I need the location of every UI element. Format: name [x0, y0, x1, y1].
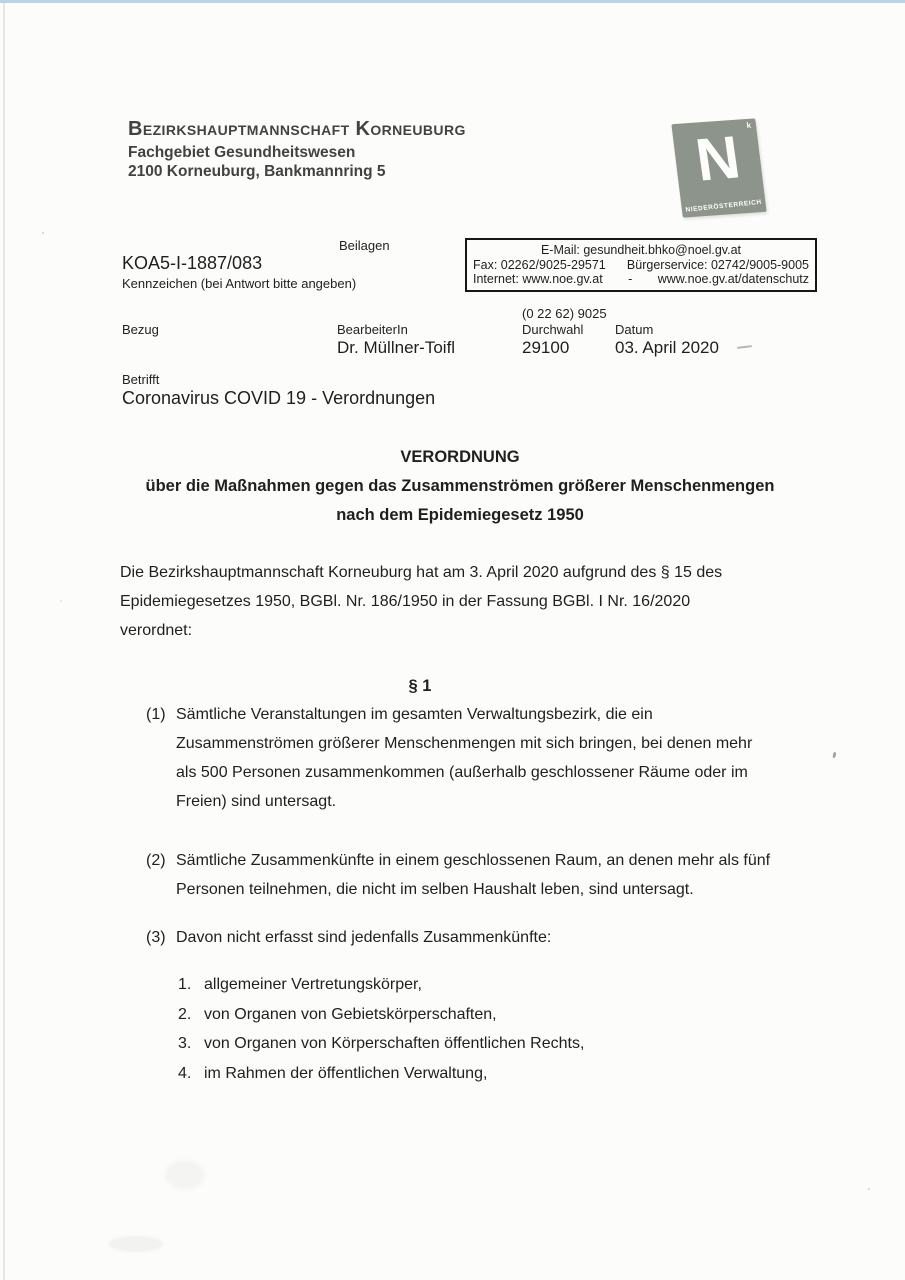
- clause-number: (2): [146, 852, 166, 869]
- intro-line: Epidemiegesetzes 1950, BGBl. Nr. 186/1950 in der Fassung BGBl. I Nr. 16/2020: [120, 593, 691, 610]
- contact-internet: Internet: www.noe.gv.at: [473, 272, 603, 286]
- contact-separator: -: [628, 272, 633, 286]
- logo-registration-mark: k: [745, 120, 752, 130]
- scan-speck: [42, 232, 44, 234]
- scan-left-edge: [3, 3, 5, 1280]
- clause-line: als 500 Personen zusammenkommen (außerhalb geschlossener Räume oder im: [176, 764, 748, 781]
- intro-paragraph: [120, 558, 722, 645]
- intro-line: Die Bezirkshauptmannschaft Korneuburg hat am 3. April 2020 aufgrund des § 15 des: [120, 564, 723, 581]
- list-item-text: von Organen von Körperschaften öffentlichen Rechts,: [204, 1035, 585, 1053]
- list-item: [178, 970, 584, 1000]
- subject-line: Coronavirus COVID 19 - Verordnungen: [122, 388, 436, 408]
- clause-2: [146, 846, 770, 904]
- scan-speck: [832, 752, 836, 758]
- niederoesterreich-logo: [671, 118, 766, 217]
- intro-line: verordnet:: [120, 622, 193, 639]
- scan-speck: [868, 1188, 870, 1190]
- phone-area-code: (0 22 62) 9025: [522, 306, 607, 321]
- clause-line: Personen teilnehmen, die nicht im selben Haushalt leben, sind untersagt.: [176, 881, 694, 898]
- exception-list: [178, 970, 584, 1088]
- list-item-number: 4.: [178, 1064, 192, 1082]
- contact-info-box: [465, 238, 817, 292]
- list-item-number: 2.: [178, 1005, 192, 1023]
- scan-speck: [737, 345, 752, 349]
- clause-number: (3): [146, 929, 166, 946]
- decree-subtitle-line2: über die Maßnahmen gegen das Zusammenströmen größerer Menschenmengen: [145, 477, 775, 495]
- clause-line: Sämtliche Zusammenkünfte in einem geschlossenen Raum, an denen mehr als fünf: [176, 852, 771, 869]
- clause-number: (1): [146, 706, 166, 723]
- durchwahl-label: Durchwahl: [522, 322, 584, 337]
- logo-caption: NIEDERÖSTERREICH: [685, 198, 763, 214]
- bearbeiterin-label: BearbeiterIn: [337, 322, 408, 337]
- section-heading: § 1: [408, 677, 432, 695]
- datum-value: 03. April 2020: [615, 338, 719, 357]
- scan-top-edge: [0, 0, 905, 3]
- bezug-label: Bezug: [122, 322, 159, 337]
- clause-line: Sämtliche Veranstaltungen im gesamten Verwaltungsbezirk, die ein: [176, 706, 653, 723]
- scan-speck: [60, 600, 62, 602]
- contact-email: E-Mail: gesundheit.bhko@noel.gv.at: [540, 243, 742, 257]
- letterhead-authority: Bezirkshauptmannschaft Korneuburg: [128, 118, 466, 140]
- list-item-text: von Organen von Gebietskörperschaften,: [204, 1005, 497, 1023]
- contact-buergerservice: Bürgerservice: 02742/9005-9005: [626, 257, 809, 272]
- letterhead-department: Fachgebiet Gesundheitswesen: [128, 144, 356, 161]
- list-item-text: im Rahmen der öffentlichen Verwaltung,: [204, 1064, 488, 1082]
- scan-smudge: [165, 1160, 205, 1190]
- betrifft-label: Betrifft: [122, 372, 160, 387]
- beilagen-label: Beilagen: [339, 238, 390, 253]
- scan-smudge: [108, 1236, 163, 1252]
- datum-label: Datum: [615, 322, 654, 337]
- reference-code: KOA5-I-1887/083: [122, 253, 263, 273]
- clause-line: Zusammenströmen größerer Menschenmengen mit sich bringen, bei denen mehr: [176, 735, 753, 752]
- clause-1: [146, 700, 752, 816]
- list-item-text: allgemeiner Vertretungskörper,: [204, 976, 422, 993]
- list-item-number: 3.: [178, 1035, 192, 1053]
- letterhead-address: 2100 Korneuburg, Bankmannring 5: [128, 163, 386, 180]
- contact-fax: Fax: 02262/9025-29571: [473, 257, 606, 272]
- clause-line: Davon nicht erfasst sind jedenfalls Zusammenkünfte:: [176, 929, 552, 946]
- contact-datenschutz: www.noe.gv.at/datenschutz: [657, 272, 809, 286]
- bearbeiterin-value: Dr. Müllner-Toifl: [337, 338, 456, 357]
- durchwahl-value: 29100: [522, 338, 570, 357]
- reference-code-note: Kennzeichen (bei Antwort bitte angeben): [122, 276, 357, 291]
- logo-n-letter: N: [691, 123, 745, 194]
- list-item-number: 1.: [178, 976, 192, 993]
- list-item: [178, 1059, 584, 1089]
- clause-3: [146, 923, 551, 952]
- clause-line: Freien) sind untersagt.: [176, 793, 337, 810]
- list-item: [178, 1000, 584, 1030]
- decree-subtitle-line3: nach dem Epidemiegesetz 1950: [336, 506, 584, 524]
- list-item: [178, 1029, 584, 1059]
- decree-title: VERORDNUNG: [400, 448, 520, 466]
